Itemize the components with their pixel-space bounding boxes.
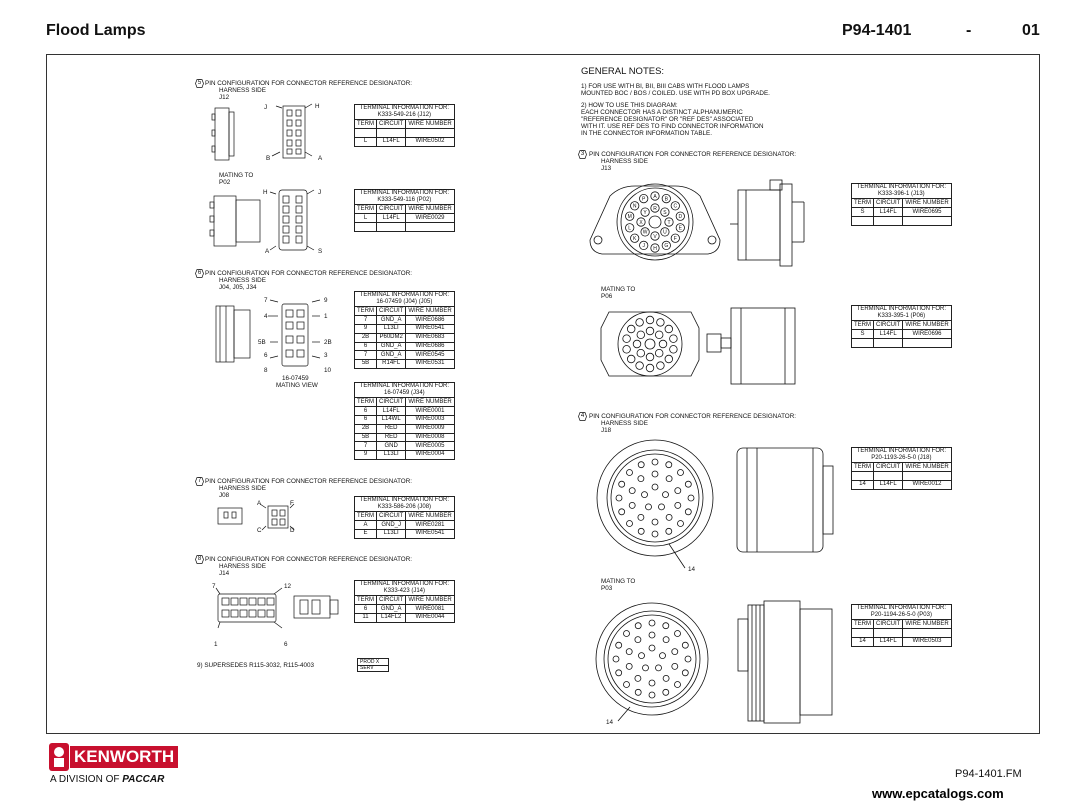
pin-label: X — [639, 219, 643, 226]
pin-label: S — [663, 209, 667, 216]
table-row: 11 L14FL2 WIRE0044 — [355, 614, 455, 623]
s6-label-9: 9 — [324, 297, 328, 304]
table-row: E L13LI WIRE0541 — [355, 530, 455, 539]
section-6-marker: 6 — [195, 269, 204, 278]
pin-icon — [666, 514, 672, 520]
p06-connector-drawing — [595, 300, 815, 390]
pin-label: N — [632, 203, 637, 210]
pin-label: U — [663, 229, 667, 236]
pin-icon — [635, 637, 641, 643]
s8-label-1: 1 — [214, 641, 218, 648]
pin-icon — [675, 502, 681, 508]
s5-label-j2: J — [318, 189, 322, 196]
pin-icon — [637, 331, 645, 339]
pin-icon — [666, 528, 672, 534]
p02-connector-drawing — [210, 186, 340, 256]
pin-label: H — [653, 245, 657, 252]
s6-label-7: 7 — [264, 297, 268, 304]
j12-terminal-table: TERMINAL INFORMATION FOR: K333-549-216 (J12) TERM CIRCUIT WIRE NUMBER L L14FL WIRE0502 — [354, 104, 455, 147]
pin-label: R — [653, 205, 657, 212]
general-notes-title: GENERAL NOTES: — [581, 66, 665, 77]
pin-icon — [663, 637, 669, 643]
pin-icon — [633, 340, 641, 348]
pin-label: W — [642, 229, 648, 236]
table-row: 6 GND_A WIRE0081 — [355, 605, 455, 614]
pin-icon — [616, 670, 622, 676]
pin-icon — [629, 488, 635, 494]
note-1-line-2: MOUNTED BOC / BOS / COILED. USE WITH PD BOX UPGRADE. — [581, 90, 770, 97]
table-row: 7 GND_A WIRE0545 — [355, 351, 455, 360]
s5-label-b: B — [266, 155, 271, 162]
pin-icon — [627, 355, 635, 363]
s8-harness-side: HARNESS SIDE — [219, 563, 266, 570]
pin-icon — [678, 521, 684, 527]
pin-icon — [636, 319, 644, 327]
note-2-line-1: 2) HOW TO USE THIS DIAGRAM: — [581, 102, 678, 109]
table-row: 9 L13LI WIRE0004 — [355, 451, 455, 460]
s3-mating-to: MATING TO — [601, 286, 636, 293]
s7-harness-side: HARNESS SIDE — [219, 485, 266, 492]
note-2-line-3: "REFERENCE DESIGNATOR" OR "REF DES" ASSOCIATED — [581, 116, 754, 123]
section-8-marker: 8 — [195, 555, 204, 564]
s6-label-5b: 5B — [258, 339, 266, 346]
table-row: 7 GND_A WIRE0686 — [355, 316, 455, 325]
s6-view-part: 16-07459 — [282, 375, 309, 382]
file-name: P94-1401.FM — [955, 768, 1022, 780]
pin-label: G — [664, 243, 669, 250]
pin-icon — [672, 663, 678, 669]
s8-ref: J14 — [219, 570, 230, 577]
j34-terminal-table: TERMINAL INFORMATION FOR: 16-07459 (J34) TERM CIRCUIT WIRE NUMBER 6 L14FL WIRE0001 6 L14WL WIRE0003 2B RED WIRE0009 5B RED WIRE0008 7 GND WIRE0005 9 L13LI WIRE0004 — [354, 382, 455, 460]
pin-icon — [652, 459, 658, 465]
pin-icon — [619, 481, 625, 487]
pin-icon — [649, 680, 655, 686]
pin-icon — [627, 325, 635, 333]
s3-pin-config-label: PIN CONFIGURATION FOR CONNECTOR REFERENCE DESIGNATOR: — [589, 151, 796, 158]
pin-icon — [624, 631, 630, 637]
s4-mating-to: MATING TO — [601, 578, 636, 585]
table-row: S L14FL WIRE0695 — [852, 208, 952, 217]
paccar-logo: PACCAR — [122, 774, 165, 785]
s7-label-c: C — [257, 527, 262, 534]
pin-icon — [616, 642, 622, 648]
kenworth-emblem-icon — [48, 742, 70, 772]
pin-icon — [670, 346, 678, 354]
pin-icon — [638, 476, 644, 482]
pin-icon — [646, 316, 654, 324]
s4-harness-side: HARNESS SIDE — [601, 420, 648, 427]
s4-pin-label-14-bottom: 14 — [606, 719, 614, 726]
table-row: 6 L14WL WIRE0003 — [355, 416, 455, 425]
s6-ref: J04, J05, J34 — [219, 284, 257, 291]
p03-connector-drawing — [590, 595, 840, 730]
pin-label: V — [653, 233, 657, 240]
pin-label: F — [673, 236, 677, 242]
section-3-marker: 3 — [578, 150, 587, 159]
pin-icon — [652, 484, 658, 490]
s5-pin-config-label: PIN CONFIGURATION FOR CONNECTOR REFERENCE DESIGNATOR: — [205, 80, 412, 87]
pin-icon — [670, 335, 678, 343]
s5-label-s2: S — [318, 248, 323, 255]
pin-icon — [646, 364, 654, 372]
s5-label-a2: A — [265, 248, 270, 255]
section-4-marker: 4 — [578, 412, 587, 421]
s4-pin-label-14-top: 14 — [688, 566, 696, 573]
j13-terminal-table: TERMINAL INFORMATION FOR: K333-396-1 (J13) TERM CIRCUIT WIRE NUMBER S L14FL WIRE0695 — [851, 183, 952, 226]
pin-icon — [655, 349, 663, 357]
pin-icon — [638, 462, 644, 468]
section-7-marker: 7 — [195, 477, 204, 486]
pin-icon — [613, 656, 619, 662]
pin-icon — [635, 675, 641, 681]
kenworth-wordmark: KENWORTH — [70, 746, 178, 768]
table-row: 5B R14FL WIRE0531 — [355, 360, 455, 369]
j14-connector-drawing — [210, 582, 350, 632]
s8-label-7: 7 — [212, 583, 216, 590]
revision-number: 01 — [1022, 22, 1040, 39]
watermark: www.epcatalogs.com — [872, 786, 1004, 801]
p06-terminal-table: TERMINAL INFORMATION FOR: K333-395-1 (P06) TERM CIRCUIT WIRE NUMBER S L14FL WIRE0696 — [851, 305, 952, 348]
pin-icon — [675, 682, 681, 688]
pin-icon — [649, 632, 655, 638]
doc-number: P94-1401 — [842, 22, 912, 39]
pin-icon — [616, 495, 622, 501]
pin-label: J — [642, 243, 645, 250]
pin-icon — [642, 492, 648, 498]
pin-icon — [649, 692, 655, 698]
doc-dash: - — [966, 22, 972, 39]
pin-icon — [626, 649, 632, 655]
pin-icon — [665, 325, 673, 333]
s5-mating-to: MATING TO — [219, 172, 254, 179]
j18-terminal-table: TERMINAL INFORMATION FOR: P20-1193-26-5-0 (J18) TERM CIRCUIT WIRE NUMBER 14 L14FL WIRE0012 — [851, 447, 952, 490]
pin-icon — [685, 481, 691, 487]
pin-label: A — [653, 193, 657, 200]
j14-terminal-table: TERMINAL INFORMATION FOR: K333-423 (J14) TERM CIRCUIT WIRE NUMBER 6 GND_A WIRE0081 11 L14FL2 WIRE0044 — [354, 580, 455, 623]
pin-icon — [646, 353, 654, 361]
pin-label: C — [673, 203, 678, 210]
pin-icon — [639, 653, 645, 659]
pin-icon — [666, 462, 672, 468]
pin-icon — [665, 355, 673, 363]
table-row: S L14FL WIRE0696 — [852, 330, 952, 339]
j12-connector-drawing — [210, 102, 340, 162]
pin-icon — [659, 504, 665, 510]
pin-icon — [629, 502, 635, 508]
j04-connector-drawing — [212, 296, 342, 376]
note-2-line-5: IN THE CONNECTOR INFORMATION TABLE. — [581, 130, 712, 137]
table-row: 14 L14FL WIRE0012 — [852, 481, 952, 490]
pin-icon — [627, 521, 633, 527]
s6-label-8: 8 — [264, 367, 268, 374]
s5-label-h2: H — [263, 189, 268, 196]
pin-icon — [678, 470, 684, 476]
pin-icon — [646, 327, 654, 335]
pin-label: D — [678, 214, 683, 220]
s5-label-h: H — [315, 103, 320, 110]
s5-ref: J12 — [219, 94, 230, 101]
p03-terminal-table: TERMINAL INFORMATION FOR: P20-1194-26-5-0 (P03) TERM CIRCUIT WIRE NUMBER 14 L14FL WIRE0503 — [851, 604, 952, 647]
s6-label-2b: 2B — [324, 339, 332, 346]
pin-icon — [675, 631, 681, 637]
pin-icon — [627, 470, 633, 476]
table-row: 9 L13LI WIRE0541 — [355, 325, 455, 334]
pin-icon — [652, 531, 658, 537]
s8-pin-config-label: PIN CONFIGURATION FOR CONNECTOR REFERENCE DESIGNATOR: — [205, 556, 412, 563]
s7-pin-config-label: PIN CONFIGURATION FOR CONNECTOR REFERENCE DESIGNATOR: — [205, 478, 412, 485]
pin-icon — [637, 349, 645, 357]
pin-icon — [619, 509, 625, 515]
pin-icon — [663, 492, 669, 498]
pin-icon — [624, 682, 630, 688]
pin-icon — [638, 528, 644, 534]
prod-serv-stamp: PROD X SERV — [357, 658, 389, 672]
j13-connector-drawing — [580, 172, 830, 282]
s6-label-1: 1 — [324, 313, 328, 320]
s7-label-f: F — [290, 500, 294, 507]
table-row: A GND_J WIRE0281 — [355, 521, 455, 530]
s5-label-a: A — [318, 155, 323, 162]
pin-icon — [649, 620, 655, 626]
s4-pin-config-label: PIN CONFIGURATION FOR CONNECTOR REFERENCE DESIGNATOR: — [589, 413, 796, 420]
pin-icon — [685, 656, 691, 662]
pin-icon — [623, 335, 631, 343]
pin-icon — [688, 495, 694, 501]
table-row: L L14FL WIRE0502 — [355, 138, 455, 147]
s7-label-a: A — [257, 500, 262, 507]
s6-label-6: 6 — [264, 352, 268, 359]
pin-icon — [646, 504, 652, 510]
pin-icon — [682, 642, 688, 648]
pin-icon — [663, 689, 669, 695]
s3-harness-side: HARNESS SIDE — [601, 158, 648, 165]
pin-icon — [685, 509, 691, 515]
table-row: 6 L14FL WIRE0001 — [355, 407, 455, 416]
pin-icon — [655, 331, 663, 339]
table-row: 2B RED WIRE0009 — [355, 424, 455, 433]
table-row: 7 GND WIRE0005 — [355, 442, 455, 451]
note-1-line-1: 1) FOR USE WITH BI, BII, BIII CABS WITH FLOOD LAMPS — [581, 83, 750, 90]
pin-icon — [649, 645, 655, 651]
table-row: L L14FL WIRE0029 — [355, 214, 455, 223]
pin-label: Y — [643, 209, 647, 216]
pin-icon — [657, 319, 665, 327]
table-row: 5B RED WIRE0008 — [355, 433, 455, 442]
pin-label: T — [667, 219, 671, 226]
pin-icon — [659, 340, 667, 348]
pin-icon — [656, 665, 662, 671]
pin-label: E — [678, 225, 682, 232]
table-title: TERMINAL INFORMATION FOR: K333-549-216 (J12) — [355, 105, 455, 120]
pin-label: L — [628, 225, 632, 232]
pin-icon — [652, 471, 658, 477]
kenworth-logo — [48, 742, 178, 772]
s6-view-label: MATING VIEW — [276, 382, 318, 389]
pin-icon — [635, 689, 641, 695]
s5-mating-ref: P02 — [219, 179, 231, 186]
pin-icon — [666, 476, 672, 482]
supersedes-note: 9) SUPERSEDES R115-3032, R115-4003 — [197, 662, 315, 669]
j08-terminal-table: TERMINAL INFORMATION FOR: K333-586-206 (J08) TERM CIRCUIT WIRE NUMBER A GND_J WIRE0281 E L13LI WIRE0541 — [354, 496, 455, 539]
pin-label: M — [627, 214, 632, 220]
pin-icon — [626, 663, 632, 669]
pin-icon — [663, 623, 669, 629]
s4-mating-ref: P03 — [601, 585, 613, 592]
s6-label-3: 3 — [324, 352, 328, 359]
j18-connector-drawing — [595, 436, 845, 576]
pin-label: P — [642, 196, 646, 203]
pin-icon — [652, 519, 658, 525]
pin-icon — [682, 670, 688, 676]
j04-j05-terminal-table: TERMINAL INFORMATION FOR: 16-07459 (J04) (J05) TERM CIRCUIT WIRE NUMBER 7 GND_A WIRE0686 9 L13LI WIRE0541 2B P60DM2 WIRE0683 6 GND_A WIRE0686 7 GND_A WIRE0545 5B R14FL WIRE0531 — [354, 291, 455, 369]
s3-ref: J13 — [601, 165, 612, 172]
pin-icon — [635, 623, 641, 629]
s5-label-j: J — [264, 104, 268, 111]
page-title: Flood Lamps — [46, 22, 146, 39]
s7-label-d: D — [290, 527, 295, 534]
s3-mating-ref: P06 — [601, 293, 613, 300]
s4-ref: J18 — [601, 427, 612, 434]
pin-label: B — [664, 196, 668, 203]
s6-harness-side: HARNESS SIDE — [219, 277, 266, 284]
s6-label-4: 4 — [264, 313, 268, 320]
table-row: 2B P60DM2 WIRE0683 — [355, 333, 455, 342]
note-2-line-2: EACH CONNECTOR HAS A DISTINCT ALPHANUMERIC — [581, 109, 743, 116]
p02-terminal-table: TERMINAL INFORMATION FOR: K333-549-116 (P02) TERM CIRCUIT WIRE NUMBER L L14FL WIRE0029 — [354, 189, 455, 232]
pin-icon — [672, 649, 678, 655]
pin-icon — [638, 514, 644, 520]
s8-label-6: 6 — [284, 641, 288, 648]
table-row: 14 L14FL WIRE0503 — [852, 638, 952, 647]
table-row: 6 GND_A WIRE0686 — [355, 342, 455, 351]
pin-icon — [657, 362, 665, 370]
s5-harness-side: HARNESS SIDE — [219, 87, 266, 94]
s8-label-12: 12 — [284, 583, 292, 590]
s6-pin-config-label: PIN CONFIGURATION FOR CONNECTOR REFERENCE DESIGNATOR: — [205, 270, 412, 277]
pin-icon — [623, 346, 631, 354]
pin-icon — [663, 675, 669, 681]
pin-icon — [660, 653, 666, 659]
division-line: A DIVISION OF PACCAR — [50, 774, 165, 785]
s7-ref: J08 — [219, 492, 230, 499]
pin-icon — [643, 665, 649, 671]
s6-label-10: 10 — [324, 367, 332, 374]
pin-icon — [636, 362, 644, 370]
pin-label: K — [633, 236, 637, 242]
note-2-line-4: WITH IT. USE REF DES TO FIND CONNECTOR INFORMATION — [581, 123, 764, 130]
section-5-marker: 5 — [195, 79, 204, 88]
pin-icon — [675, 488, 681, 494]
